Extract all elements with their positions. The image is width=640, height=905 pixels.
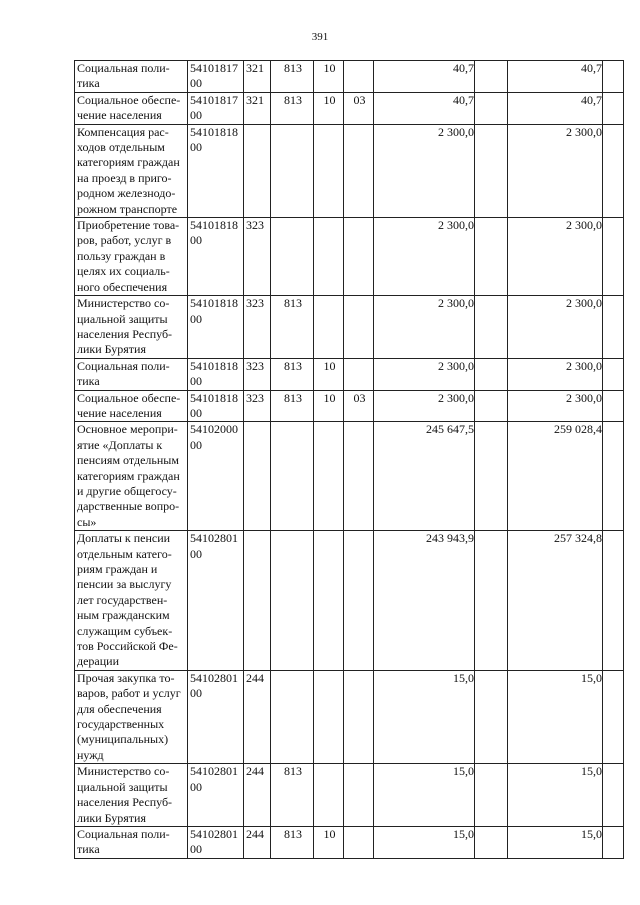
row-section-cell xyxy=(314,218,344,296)
row-sum-year2-cell: 15,0 xyxy=(508,826,603,858)
row-empty-cell xyxy=(475,670,508,763)
row-sum-year2-cell: 2 300,0 xyxy=(508,124,603,217)
row-sum-year2-cell: 2 300,0 xyxy=(508,218,603,296)
row-expense-type-cell xyxy=(244,531,271,671)
row-empty-cell xyxy=(475,124,508,217)
row-empty-cell xyxy=(475,358,508,390)
row-expense-type-cell: 244 xyxy=(244,826,271,858)
row-name-cell: Прочая закупка то-варов, работ и услуг для обеспечения государственных (муниципальных) нужд xyxy=(75,670,188,763)
row-empty-cell xyxy=(603,92,624,124)
row-expense-type-cell xyxy=(244,422,271,531)
row-section-cell xyxy=(314,670,344,763)
row-empty-cell xyxy=(603,670,624,763)
row-ministry-code-cell: 813 xyxy=(271,390,314,422)
row-expense-type-cell: 323 xyxy=(244,390,271,422)
row-ministry-code-cell: 813 xyxy=(271,61,314,93)
row-sum-year2-cell: 40,7 xyxy=(508,61,603,93)
table-row xyxy=(75,531,624,671)
table-row xyxy=(75,296,624,359)
row-empty-cell xyxy=(475,296,508,359)
row-code-cell: 5410181800 xyxy=(188,124,244,217)
row-subsection-cell: 03 xyxy=(344,92,374,124)
row-empty-cell xyxy=(603,124,624,217)
budget-table xyxy=(74,60,624,859)
row-empty-cell xyxy=(475,218,508,296)
row-sum-year2-cell: 15,0 xyxy=(508,764,603,827)
row-expense-type-cell: 321 xyxy=(244,61,271,93)
row-ministry-code-cell xyxy=(271,124,314,217)
table-row xyxy=(75,61,624,93)
row-name-cell: Социальная поли-тика xyxy=(75,61,188,93)
row-sum-year1-cell: 15,0 xyxy=(374,764,475,827)
row-section-cell: 10 xyxy=(314,390,344,422)
row-expense-type-cell: 321 xyxy=(244,92,271,124)
row-sum-year1-cell: 243 943,9 xyxy=(374,531,475,671)
table-row xyxy=(75,422,624,531)
row-empty-cell xyxy=(475,764,508,827)
table-row xyxy=(75,390,624,422)
page-number: 391 xyxy=(311,31,329,43)
row-sum-year1-cell: 15,0 xyxy=(374,826,475,858)
row-code-cell: 5410280100 xyxy=(188,826,244,858)
row-section-cell xyxy=(314,422,344,531)
row-name-cell: Доплаты к пенсии отдельным катего-риям граждан и пенсии за выслугу лет государствен-ным гражданским служащим субъек-тов Российской Фе-дерации xyxy=(75,531,188,671)
row-subsection-cell xyxy=(344,422,374,531)
row-expense-type-cell: 323 xyxy=(244,296,271,359)
row-subsection-cell xyxy=(344,296,374,359)
row-name-cell: Основное меропри-ятие «Доплаты к пенсиям отдельным категориям граждан и другие общегосу-дарственные вопро-сы» xyxy=(75,422,188,531)
row-code-cell: 5410280100 xyxy=(188,531,244,671)
row-subsection-cell xyxy=(344,218,374,296)
table-row xyxy=(75,764,624,827)
row-sum-year2-cell: 257 324,8 xyxy=(508,531,603,671)
row-section-cell: 10 xyxy=(314,92,344,124)
row-sum-year1-cell: 2 300,0 xyxy=(374,296,475,359)
row-code-cell: 5410181800 xyxy=(188,390,244,422)
row-subsection-cell xyxy=(344,124,374,217)
row-sum-year1-cell: 40,7 xyxy=(374,92,475,124)
row-expense-type-cell xyxy=(244,124,271,217)
row-subsection-cell xyxy=(344,826,374,858)
row-ministry-code-cell xyxy=(271,218,314,296)
row-expense-type-cell: 323 xyxy=(244,358,271,390)
row-code-cell: 5410181800 xyxy=(188,296,244,359)
row-subsection-cell xyxy=(344,61,374,93)
row-sum-year2-cell: 2 300,0 xyxy=(508,358,603,390)
row-section-cell xyxy=(314,124,344,217)
row-name-cell: Компенсация рас-ходов отдельным категориям граждан на проезд в приго-родном железнодо-рожном транспорте xyxy=(75,124,188,217)
row-empty-cell xyxy=(475,826,508,858)
row-section-cell xyxy=(314,296,344,359)
row-ministry-code-cell xyxy=(271,531,314,671)
row-name-cell: Социальная поли-тика xyxy=(75,826,188,858)
row-section-cell: 10 xyxy=(314,61,344,93)
row-name-cell: Социальное обеспе-чение населения xyxy=(75,390,188,422)
row-section-cell xyxy=(314,764,344,827)
row-expense-type-cell: 244 xyxy=(244,670,271,763)
row-expense-type-cell: 244 xyxy=(244,764,271,827)
row-sum-year1-cell: 245 647,5 xyxy=(374,422,475,531)
row-ministry-code-cell: 813 xyxy=(271,764,314,827)
row-sum-year2-cell: 2 300,0 xyxy=(508,390,603,422)
table-row xyxy=(75,358,624,390)
row-empty-cell xyxy=(475,92,508,124)
row-empty-cell xyxy=(603,764,624,827)
row-sum-year1-cell: 2 300,0 xyxy=(374,218,475,296)
row-empty-cell xyxy=(603,422,624,531)
row-subsection-cell: 03 xyxy=(344,390,374,422)
row-empty-cell xyxy=(603,358,624,390)
row-sum-year1-cell: 40,7 xyxy=(374,61,475,93)
row-sum-year1-cell: 2 300,0 xyxy=(374,358,475,390)
row-empty-cell xyxy=(603,218,624,296)
row-empty-cell xyxy=(475,61,508,93)
table-row xyxy=(75,670,624,763)
row-code-cell: 5410181800 xyxy=(188,358,244,390)
row-empty-cell xyxy=(603,61,624,93)
row-empty-cell xyxy=(475,390,508,422)
row-empty-cell xyxy=(603,826,624,858)
row-ministry-code-cell: 813 xyxy=(271,826,314,858)
row-name-cell: Приобретение това-ров, работ, услуг в пользу граждан в целях их социаль-ного обеспечения xyxy=(75,218,188,296)
row-code-cell: 5410280100 xyxy=(188,670,244,763)
budget-table-body xyxy=(75,61,624,859)
row-subsection-cell xyxy=(344,764,374,827)
table-row xyxy=(75,92,624,124)
row-code-cell: 5410181700 xyxy=(188,61,244,93)
row-ministry-code-cell: 813 xyxy=(271,358,314,390)
row-section-cell: 10 xyxy=(314,358,344,390)
row-ministry-code-cell: 813 xyxy=(271,92,314,124)
row-name-cell: Социальная поли-тика xyxy=(75,358,188,390)
row-subsection-cell xyxy=(344,670,374,763)
row-sum-year1-cell: 2 300,0 xyxy=(374,390,475,422)
row-subsection-cell xyxy=(344,358,374,390)
row-code-cell: 5410181700 xyxy=(188,92,244,124)
row-ministry-code-cell xyxy=(271,422,314,531)
table-row xyxy=(75,826,624,858)
row-sum-year2-cell: 40,7 xyxy=(508,92,603,124)
row-sum-year2-cell: 259 028,4 xyxy=(508,422,603,531)
row-sum-year1-cell: 2 300,0 xyxy=(374,124,475,217)
row-empty-cell xyxy=(603,390,624,422)
row-name-cell: Социальное обеспе-чение населения xyxy=(75,92,188,124)
row-sum-year1-cell: 15,0 xyxy=(374,670,475,763)
row-empty-cell xyxy=(603,296,624,359)
row-ministry-code-cell: 813 xyxy=(271,296,314,359)
row-empty-cell xyxy=(603,531,624,671)
row-name-cell: Министерство со-циальной защиты населения Респуб-лики Бурятия xyxy=(75,296,188,359)
row-code-cell: 5410280100 xyxy=(188,764,244,827)
row-ministry-code-cell xyxy=(271,670,314,763)
row-sum-year2-cell: 15,0 xyxy=(508,670,603,763)
row-subsection-cell xyxy=(344,531,374,671)
row-section-cell: 10 xyxy=(314,826,344,858)
row-code-cell: 5410181800 xyxy=(188,218,244,296)
row-empty-cell xyxy=(475,531,508,671)
row-expense-type-cell: 323 xyxy=(244,218,271,296)
table-row xyxy=(75,218,624,296)
row-section-cell xyxy=(314,531,344,671)
row-sum-year2-cell: 2 300,0 xyxy=(508,296,603,359)
row-name-cell: Министерство со-циальной защиты населения Респуб-лики Бурятия xyxy=(75,764,188,827)
table-row xyxy=(75,124,624,217)
row-empty-cell xyxy=(475,422,508,531)
row-code-cell: 5410200000 xyxy=(188,422,244,531)
